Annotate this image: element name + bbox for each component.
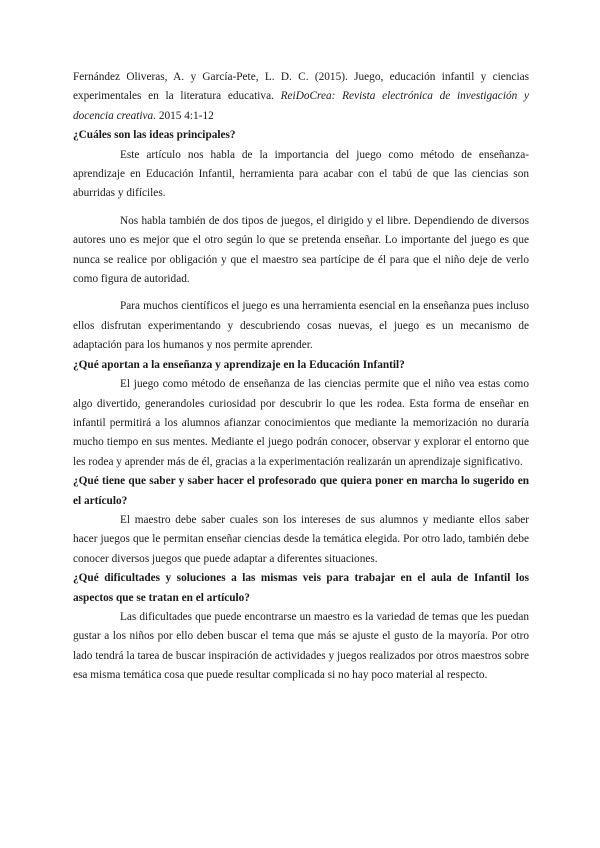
question-heading: ¿Qué tiene que saber y saber hacer el profesorado que quiera poner en marcha lo sugerido en el artículo? — [73, 475, 529, 507]
bibliographic-reference — [73, 68, 529, 126]
reference-journal: ReiDoCrea: Revista electrónica de investigación y docencia creativa. — [73, 90, 529, 122]
reference-authors-title: Fernández Oliveras, A. y García-Pete, L. D. C. (2015). Juego, educación infantil y ciencias experimentales en la literatura educativa. — [73, 71, 529, 103]
body-paragraph: Nos habla también de dos tipos de juegos, el dirigido y el libre. Dependiendo de diversos autores uno es mejor que el otro según lo que se pretenda enseñar. Lo importante del juego es que nunca se realice por obligación y que el maestro sea partícipe de él para que el niño deje de verlo como figura de autoridad. — [73, 214, 529, 286]
question-heading: ¿Cuáles son las ideas principales? — [73, 129, 236, 142]
question-heading: ¿Qué aportan a la enseñanza y aprendizaje en la Educación Infantil? — [73, 358, 405, 371]
document-page — [73, 68, 529, 686]
body-paragraph: El maestro debe saber cuales son los intereses de sus alumnos y mediante ellos saber hacer juegos que le permitan enseñar ciencias desde la temática elegida. Por otro lado, también debe conocer diversos juegos que puede adaptar a diferentes situaciones. — [73, 513, 529, 565]
reference-volume-pages: 2015 4:1-12 — [156, 109, 214, 122]
question-heading: ¿Qué dificultades y soluciones a las mismas veis para trabajar en el aula de Infantil los aspectos que se tratan en el artículo? — [73, 572, 529, 604]
body-paragraph: El juego como método de enseñanza de las ciencias permite que el niño vea estas como algo divertido, generandoles curiosidad por descubrir lo que les rodea. Esta forma de enseñar en infantil permitirá a los alumnos afianzar conocimientos que mediante la memorización no duraría mucho tiempo en sus mentes. Mediante el juego podrán conocer, observar y explorar el entorno que les rodea y aprender más de él, gracias a la experimentación realizarán un aprendizaje significativo. — [73, 378, 529, 468]
body-paragraph: Este artículo nos habla de la importancia del juego como método de enseñanza-aprendizaje en Educación Infantil, herramienta para acabar con el tabú de que las ciencias son aburridas y difíciles. — [73, 148, 529, 200]
body-paragraph: Las dificultades que puede encontrarse un maestro es la variedad de temas que les puedan gustar a los niños por ello deben buscar el tema que más se ajuste el gusto de la mayoría. Por otro lado tendrá la tarea de buscar inspiración de actividades y juegos realizados por otros maestros sobre esa misma temática cosa que puede resultar complicada si no hay poco material al respecto. — [73, 610, 529, 682]
body-paragraph: Para muchos científicos el juego es una herramienta esencial en la enseñanza pues incluso ellos disfrutan experimentando y descubriendo cosas nuevas, el juego es un mecanismo de adaptación para los humanos y nos permite aprender. — [73, 300, 529, 352]
